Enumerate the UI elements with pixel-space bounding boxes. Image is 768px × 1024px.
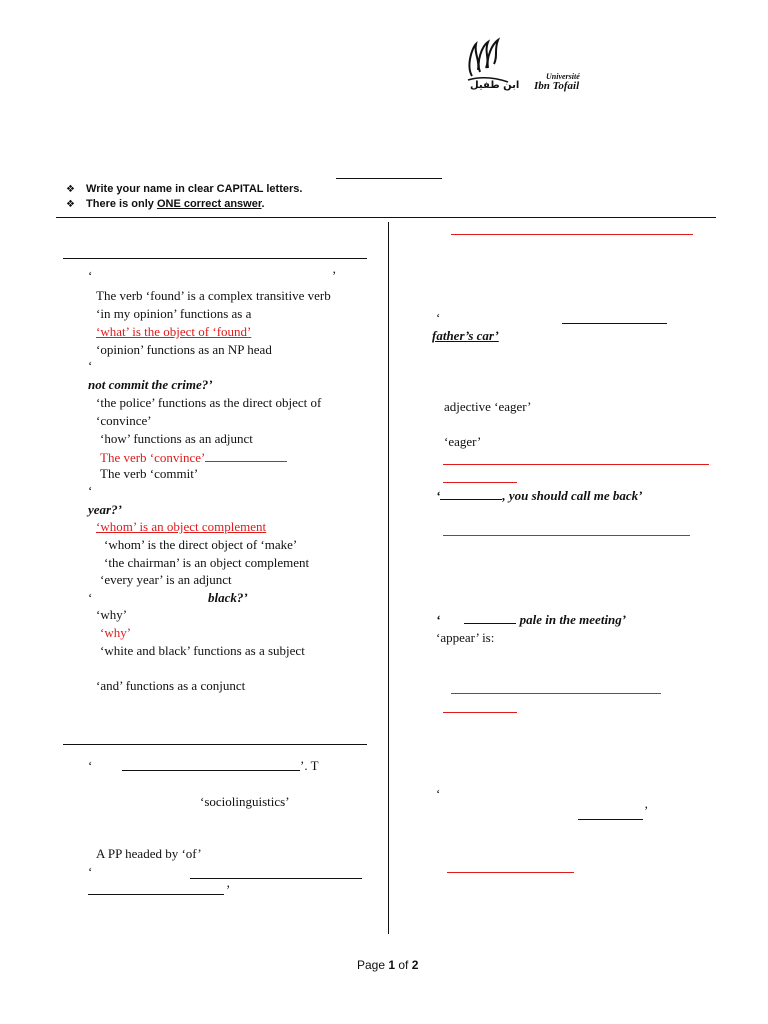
q3-open-quote: ‘ <box>88 483 93 498</box>
diamond-bullet-icon: ❖ <box>66 199 75 210</box>
rq-callback-open-quote: ‘ <box>436 488 441 503</box>
header-rule <box>56 217 716 218</box>
q2-option-c-correct[interactable] <box>100 449 287 466</box>
q2-prompt: not commit the crime?’ <box>88 377 213 392</box>
q1-open-quote: ‘ <box>88 268 93 283</box>
q1-option-c-correct[interactable]: ‘what’ is the object of ‘found’ <box>96 324 252 339</box>
q4-option-d[interactable]: ‘and’ functions as a conjunct <box>96 678 246 693</box>
q2-option-c-blank <box>205 449 287 462</box>
q3-option-b[interactable]: ‘whom’ is the direct object of ‘make’ <box>104 537 298 552</box>
rq-pale-answer-line-2 <box>443 712 517 713</box>
instruction-item-answer <box>66 198 265 210</box>
rq-last-answer-line <box>447 872 574 873</box>
s2q1-open-quote: ‘ <box>88 758 93 773</box>
q2-option-b[interactable]: ‘how’ functions as an adjunct <box>100 431 253 446</box>
page-current: 1 <box>388 958 396 972</box>
logo-latin-top: Université <box>546 72 580 81</box>
q1-option-b[interactable]: ‘in my opinion’ functions as a <box>96 306 252 321</box>
left-section2-rule <box>63 744 367 745</box>
q2-option-a-cont[interactable]: ‘convince’ <box>96 413 152 428</box>
q2-option-c-text: The verb ‘convince’ <box>100 450 206 465</box>
university-logo <box>462 36 592 98</box>
right-answer-line-1 <box>451 234 693 235</box>
page-total: 2 <box>411 958 419 972</box>
instruction-text-end: . <box>261 198 265 210</box>
instruction-text: There is only <box>86 198 157 210</box>
s2q1-blank <box>122 770 300 771</box>
rq-eager-answer-line-2 <box>443 482 517 483</box>
s2q2-blank-2 <box>88 894 224 895</box>
q1-option-d[interactable]: ‘opinion’ functions as an NP head <box>96 342 272 357</box>
instruction-emphasis: ONE correct answer <box>156 198 262 210</box>
s2q2-close-quote: ’ <box>226 882 231 897</box>
q3-prompt: year?’ <box>88 502 122 517</box>
q2-open-quote: ‘ <box>88 358 93 373</box>
q3-option-a-correct[interactable]: ‘whom’ is an object complement <box>96 519 267 534</box>
diamond-bullet-icon: ❖ <box>66 184 75 195</box>
q3-option-d[interactable]: ‘every year’ is an adjunct <box>100 572 232 587</box>
left-section1-rule <box>63 258 367 259</box>
rq-last-blank <box>578 819 643 820</box>
rq-last-close-quote: ’ <box>644 803 649 818</box>
q4-option-c[interactable]: ‘white and black’ functions as a subject <box>100 643 305 658</box>
q4-option-a[interactable]: ‘why’ <box>96 607 128 622</box>
q4-prompt: black?’ <box>208 590 248 605</box>
page-prefix: Page <box>357 958 389 972</box>
rq-pale-open-quote: ‘ <box>436 612 441 627</box>
page-number <box>357 958 418 972</box>
rq-pale-prompt: pale in the meeting’ <box>516 612 627 627</box>
logo-arabic-name: ابن طفيل <box>470 80 520 91</box>
rq-father-prompt: father’s car’ <box>432 328 499 343</box>
s2q2-open-quote: ‘ <box>88 864 93 879</box>
q4-open-quote: ‘ <box>88 590 93 605</box>
rq-eager-answer-line-1 <box>443 464 709 465</box>
rq-callback-answer-line <box>443 535 690 536</box>
rq-last-open-quote: ‘ <box>436 786 441 801</box>
title-blank-line <box>336 178 442 179</box>
q1-option-a[interactable]: The verb ‘found’ is a complex transitive verb <box>96 288 331 303</box>
rq-father-open-quote: ‘ <box>436 310 441 325</box>
q2-option-d[interactable]: The verb ‘commit’ <box>100 466 199 481</box>
column-divider <box>388 222 389 934</box>
instruction-item-name <box>66 183 302 195</box>
q4-option-b-correct[interactable]: ‘why’ <box>100 625 132 640</box>
rq-callback-prompt: , you should call me back’ <box>502 488 643 503</box>
rq-eager-line1: adjective ‘eager’ <box>444 399 532 414</box>
q2-option-a[interactable]: ‘the police’ functions as the direct object of <box>96 395 322 410</box>
rq-pale-line <box>436 611 626 628</box>
rq-pale-answer-line-1 <box>451 693 661 694</box>
s2q1-word: ‘sociolinguistics’ <box>200 794 290 809</box>
rq-pale-blank <box>464 611 516 624</box>
q1-close-quote: ’ <box>332 268 337 283</box>
rq-father-blank <box>562 323 667 324</box>
rq-callback-blank <box>440 487 502 500</box>
s2q1-close: ’. T <box>300 758 319 773</box>
rq-callback-line <box>436 487 642 504</box>
q3-option-c[interactable]: ‘the chairman’ is an object complement <box>104 555 310 570</box>
instruction-text: Write your name in clear CAPITAL letters. <box>86 183 303 195</box>
s2q1-option[interactable]: A PP headed by ‘of’ <box>96 846 202 861</box>
page-of: of <box>395 958 412 972</box>
rq-eager-line2: ‘eager’ <box>444 434 482 449</box>
s2q2-blank-1 <box>190 878 362 879</box>
rq-pale-line2: ‘appear’ is: <box>436 630 495 645</box>
logo-latin-name: Ibn Tofail <box>534 80 580 92</box>
